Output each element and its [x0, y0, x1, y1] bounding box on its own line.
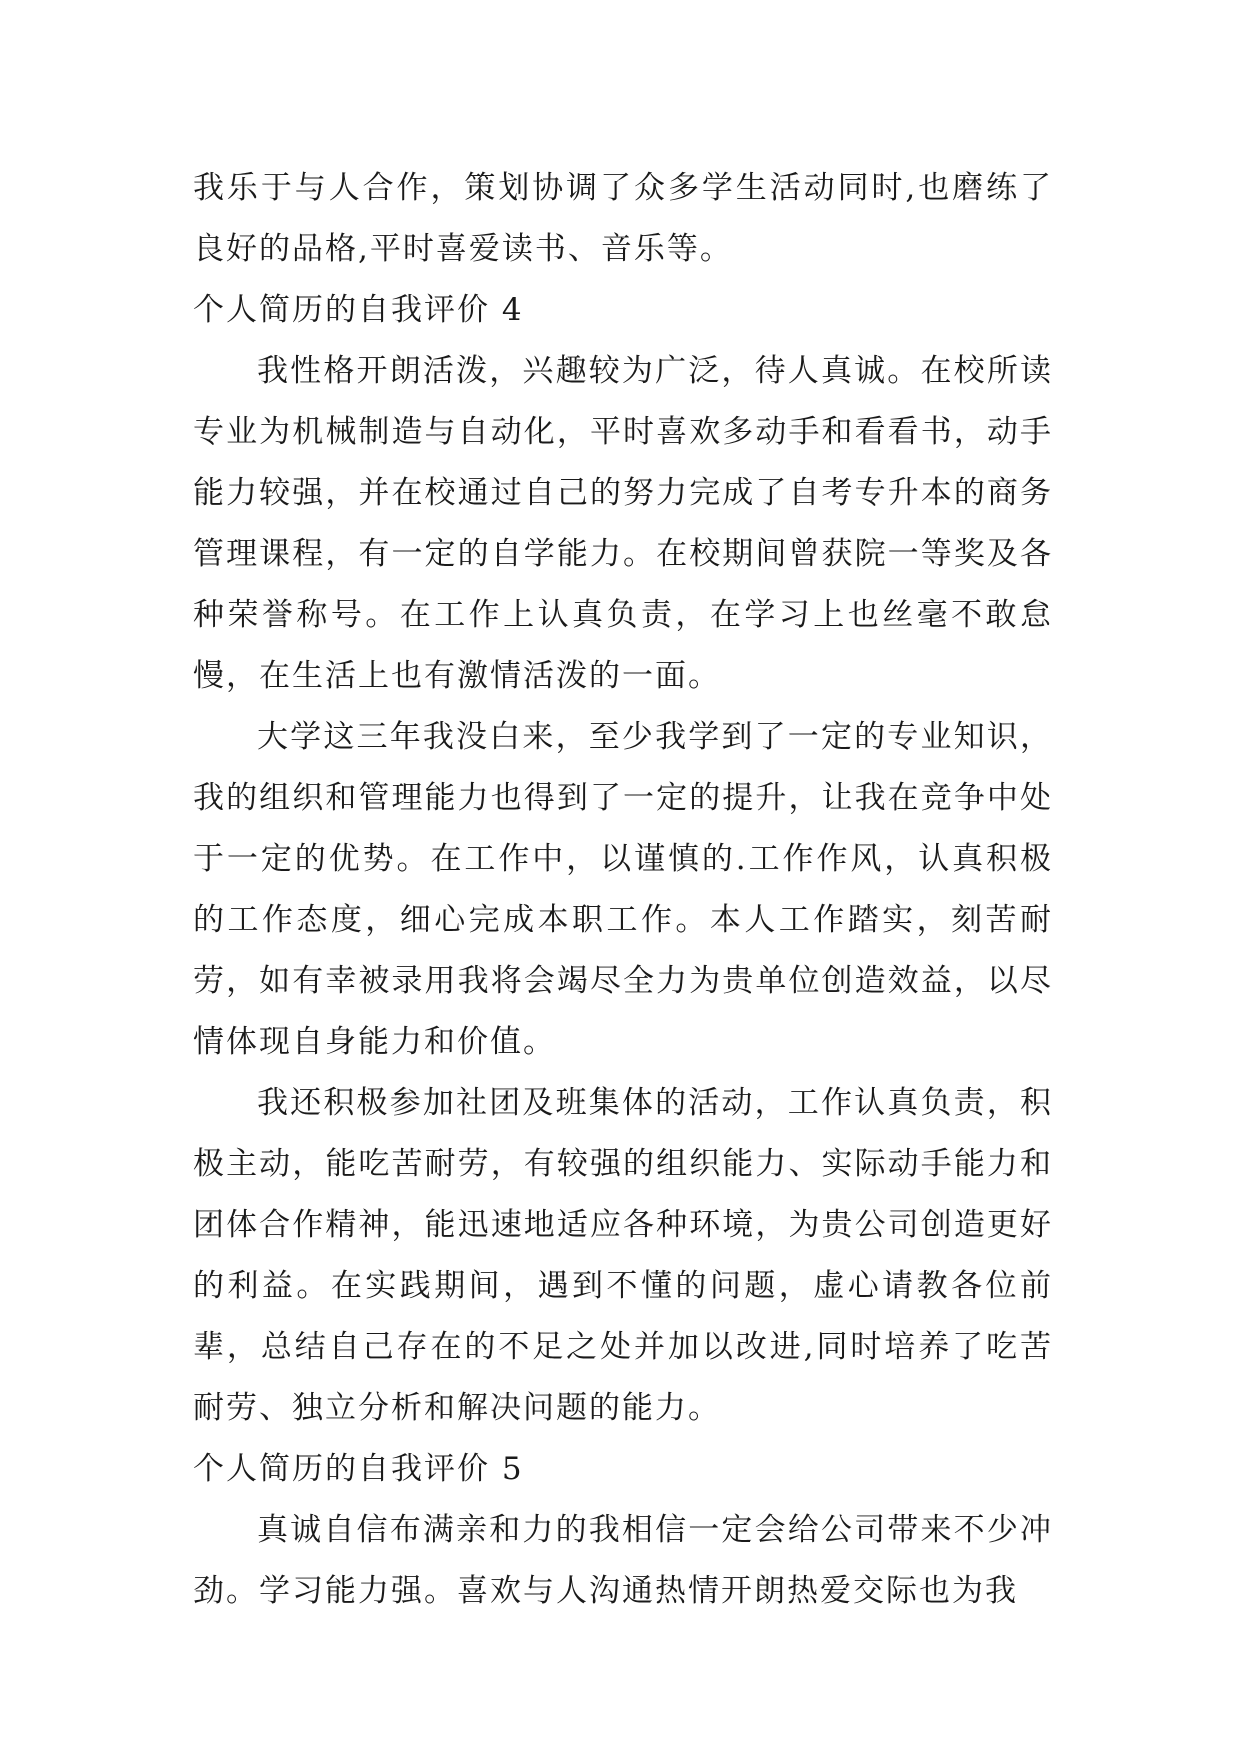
paragraph-intro-continued: 我乐于与人合作，策划协调了众多学生活动同时,也磨练了良好的品格,平时喜爱读书、音乐等。 [193, 170, 1053, 267]
section-heading-4: 个人简历的自我评价 4 [193, 292, 524, 328]
paragraph-4-university: 大学这三年我没白来，至少我学到了一定的专业知识，我的组织和管理能力也得到了一定的提升，让我在竞争中处于一定的优势。在工作中，以谨慎的.工作作风，认真积极的工作态度，细心完成本职工作。本人工作踏实，刻苦耐劳，如有幸被录用我将会竭尽全力为贵单位创造效益，以尽情体现自身能力和价值。 [193, 719, 1053, 1060]
paragraph-4-personality: 我性格开朗活泼，兴趣较为广泛，待人真诚。在校所读专业为机械制造与自动化，平时喜欢多动手和看看书，动手能力较强，并在校通过自己的努力完成了自考专升本的商务管理课程，有一定的自学能力。在校期间曾获院一等奖及各种荣誉称号。在工作上认真负责，在学习上也丝毫不敢怠慢，在生活上也有激情活泼的一面。 [193, 353, 1053, 694]
section-heading-5: 个人简历的自我评价 5 [193, 1451, 524, 1487]
paragraph-4-activities: 我还积极参加社团及班集体的活动，工作认真负责，积极主动，能吃苦耐劳，有较强的组织能力、实际动手能力和团体合作精神，能迅速地适应各种环境，为贵公司创造更好的利益。在实践期间，遇到不懂的问题，虚心请教各位前辈，总结自己存在的不足之处并加以改进,同时培养了吃苦耐劳、独立分析和解决问题的能力。 [193, 1085, 1053, 1426]
paragraph-5-sincere: 真诚自信布满亲和力的我相信一定会给公司带来不少冲劲。学习能力强。喜欢与人沟通热情开朗热爱交际也为我 [193, 1512, 1053, 1609]
document-body [193, 158, 1053, 1622]
